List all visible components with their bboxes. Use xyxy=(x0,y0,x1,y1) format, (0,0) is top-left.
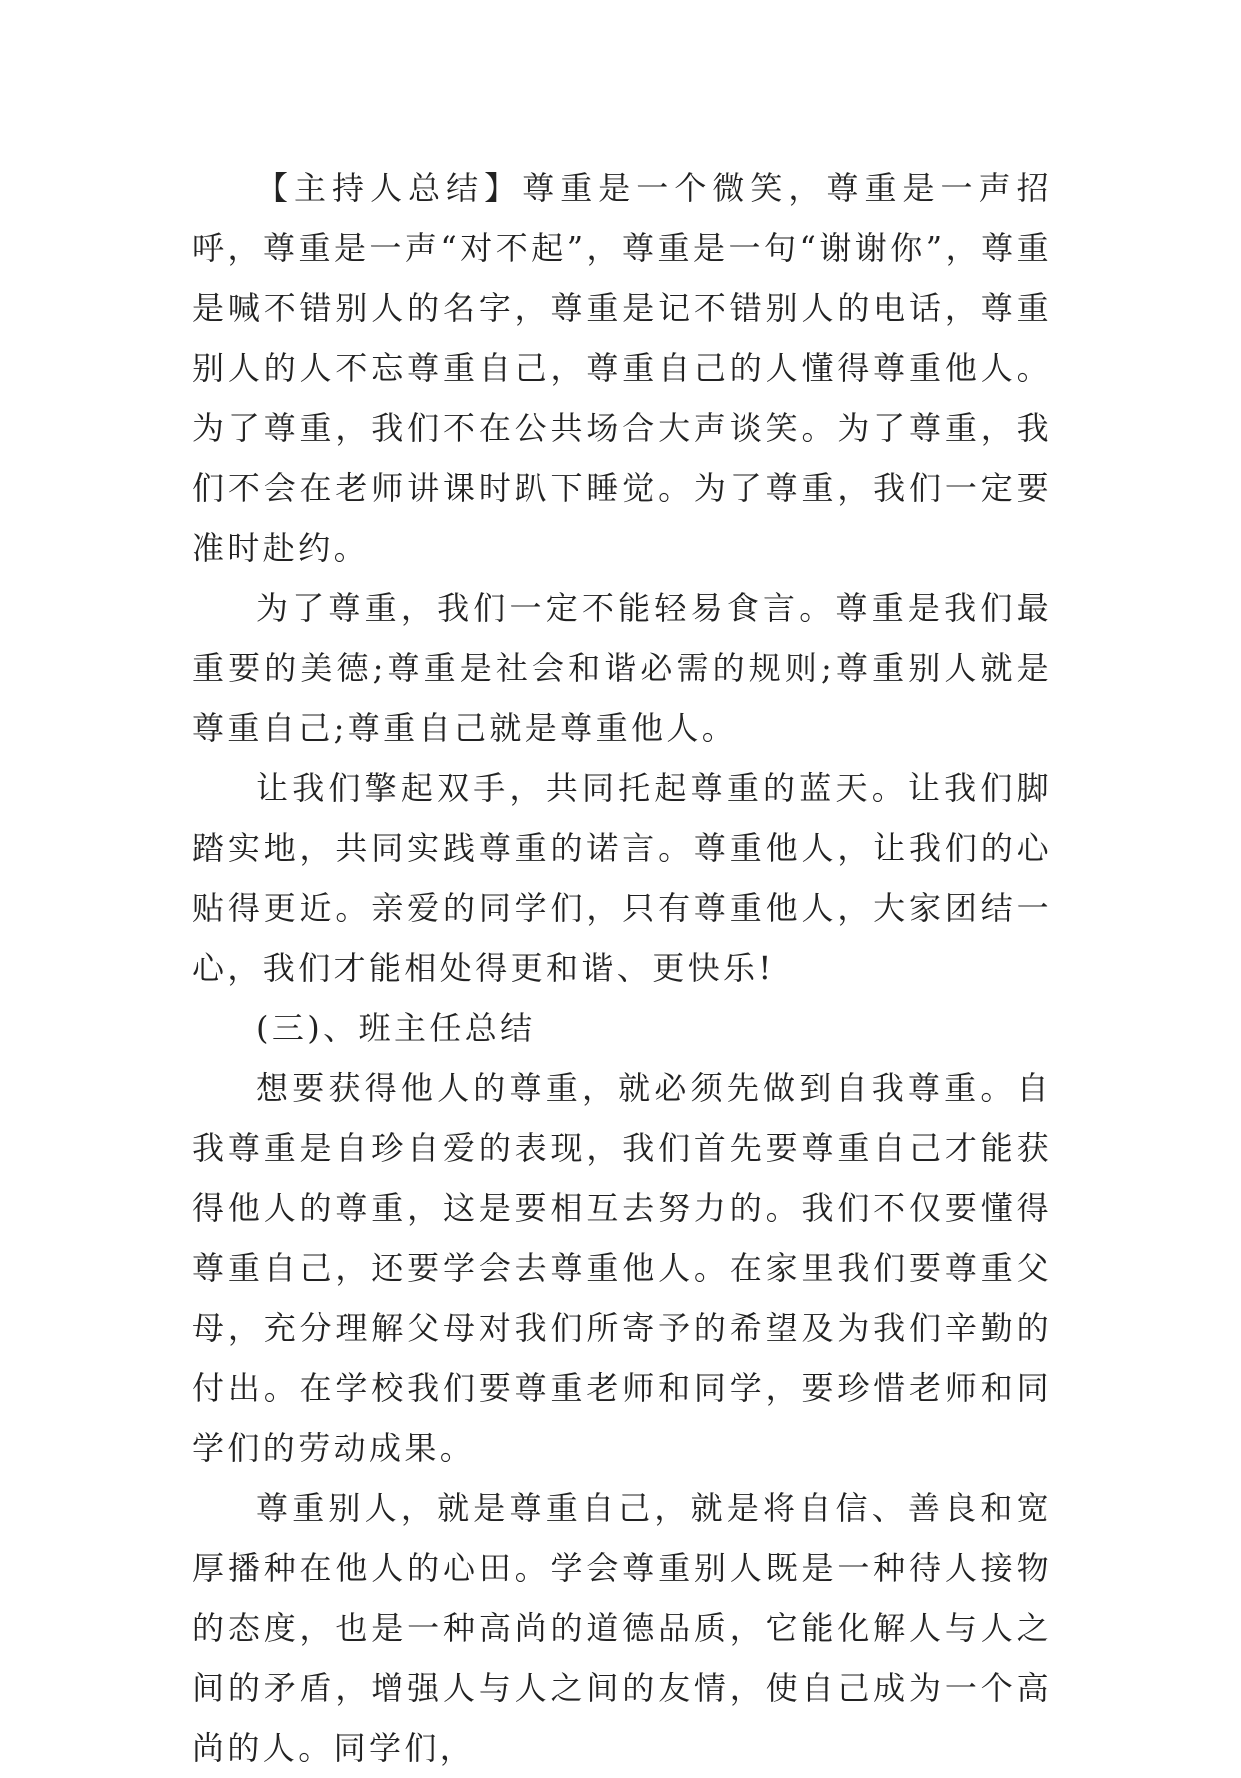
paragraph-respect-virtue: 为了尊重，我们一定不能轻易食言。尊重是我们最重要的美德;尊重是社会和谐必需的规则;尊重别人就是尊重自己;尊重自己就是尊重他人。 xyxy=(192,589,1052,747)
paragraph-respect-others: 尊重别人，就是尊重自己，就是将自信、善良和宽厚播种在他人的心田。学会尊重别人既是一种待人接物的态度，也是一种高尚的道德品质，它能化解人与人之间的矛盾，增强人与人之间的友情，使自己成为一个高尚的人。同学们， xyxy=(192,1489,1052,1767)
document-body xyxy=(192,158,1052,1778)
paragraph-host-summary: 【主持人总结】尊重是一个微笑，尊重是一声招呼，尊重是一声“对不起”，尊重是一句“谢谢你”，尊重是喊不错别人的名字，尊重是记不错别人的电话，尊重别人的人不忘尊重自己，尊重自己的人懂得尊重他人。为了尊重，我们不在公共场合大声谈笑。为了尊重，我们不会在老师讲课时趴下睡觉。为了尊重，我们一定要准时赴约。 xyxy=(192,169,1052,567)
section-heading-teacher-summary: (三)、班主任总结 xyxy=(256,1009,536,1047)
paragraph-self-respect: 想要获得他人的尊重，就必须先做到自我尊重。自我尊重是自珍自爱的表现，我们首先要尊重自己才能获得他人的尊重，这是要相互去努力的。我们不仅要懂得尊重自己，还要学会去尊重他人。在家里我们要尊重父母，充分理解父母对我们所寄予的希望及为我们辛勤的付出。在学校我们要尊重老师和同学，要珍惜老师和同学们的劳动成果。 xyxy=(192,1069,1052,1467)
paragraph-call-to-action: 让我们擎起双手，共同托起尊重的蓝天。让我们脚踏实地，共同实践尊重的诺言。尊重他人，让我们的心贴得更近。亲爱的同学们，只有尊重他人，大家团结一心，我们才能相处得更和谐、更快乐! xyxy=(192,769,1052,987)
